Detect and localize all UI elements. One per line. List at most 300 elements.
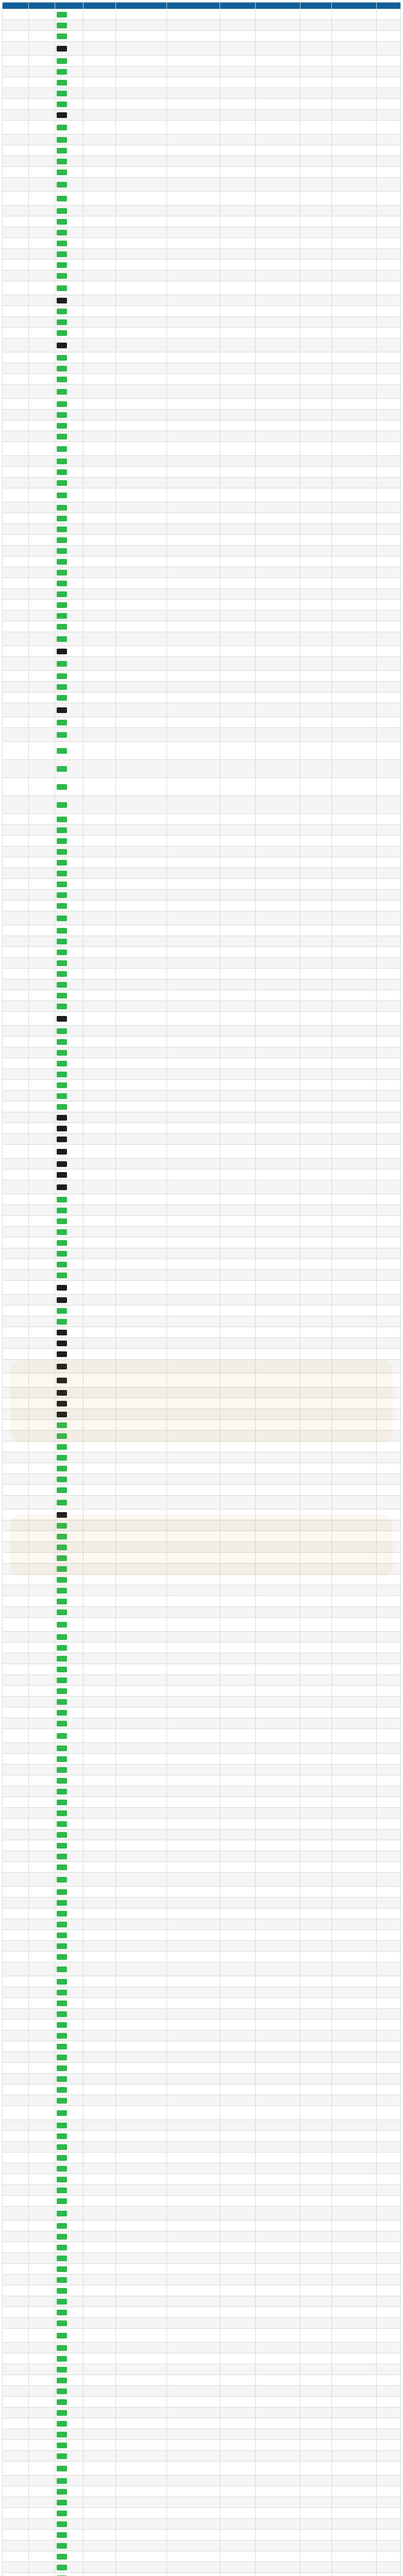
table-cell-col-1[interactable] bbox=[3, 1463, 29, 1474]
table-row[interactable] bbox=[3, 1374, 401, 1387]
col-header-3[interactable] bbox=[55, 3, 83, 9]
table-cell-col-1[interactable] bbox=[3, 1596, 29, 1607]
table-row[interactable] bbox=[3, 270, 401, 281]
table-row[interactable] bbox=[3, 2440, 401, 2451]
table-cell-col-1[interactable] bbox=[3, 2540, 29, 2551]
table-cell-col-1[interactable] bbox=[3, 1952, 29, 1962]
table-cell-col-1[interactable] bbox=[3, 1259, 29, 1270]
table-row[interactable] bbox=[3, 1387, 401, 1398]
table-row[interactable] bbox=[3, 1642, 401, 1653]
table-row[interactable] bbox=[3, 1295, 401, 1306]
col-header-7[interactable] bbox=[220, 3, 256, 9]
table-cell-col-1[interactable] bbox=[3, 99, 29, 110]
table-cell-col-1[interactable] bbox=[3, 456, 29, 467]
table-row[interactable] bbox=[3, 556, 401, 567]
table-row[interactable] bbox=[3, 717, 401, 728]
table-row[interactable] bbox=[3, 2242, 401, 2253]
table-cell-col-1[interactable] bbox=[3, 1765, 29, 1775]
table-cell-col-1[interactable] bbox=[3, 478, 29, 488]
table-cell-col-1[interactable] bbox=[3, 1047, 29, 1058]
table-cell-col-1[interactable] bbox=[3, 524, 29, 535]
table-row[interactable] bbox=[3, 2163, 401, 2174]
table-cell-col-1[interactable] bbox=[3, 2462, 29, 2476]
table-row[interactable] bbox=[3, 66, 401, 77]
table-cell-col-1[interactable] bbox=[3, 1697, 29, 1707]
table-cell-col-1[interactable] bbox=[3, 1281, 29, 1295]
table-row[interactable] bbox=[3, 868, 401, 879]
table-row[interactable] bbox=[3, 2486, 401, 2497]
table-cell-col-1[interactable] bbox=[3, 567, 29, 578]
col-header-9[interactable] bbox=[300, 3, 332, 9]
table-row[interactable] bbox=[3, 1216, 401, 1227]
table-row[interactable] bbox=[3, 1851, 401, 1862]
table-cell-col-1[interactable] bbox=[3, 1101, 29, 1112]
table-cell-col-1[interactable] bbox=[3, 1026, 29, 1037]
table-cell-col-1[interactable] bbox=[3, 2476, 29, 2486]
table-cell-col-1[interactable] bbox=[3, 399, 29, 410]
table-row[interactable] bbox=[3, 2052, 401, 2063]
table-row[interactable] bbox=[3, 1908, 401, 1919]
table-cell-col-1[interactable] bbox=[3, 1686, 29, 1697]
table-row[interactable] bbox=[3, 56, 401, 66]
table-row[interactable] bbox=[3, 2551, 401, 2562]
table-cell-col-1[interactable] bbox=[3, 1840, 29, 1851]
table-cell-col-1[interactable] bbox=[3, 338, 29, 352]
table-cell-col-1[interactable] bbox=[3, 556, 29, 567]
table-cell-col-1[interactable] bbox=[3, 646, 29, 657]
table-cell-col-1[interactable] bbox=[3, 825, 29, 836]
table-cell-col-1[interactable] bbox=[3, 2142, 29, 2153]
table-row[interactable] bbox=[3, 2174, 401, 2185]
table-row[interactable] bbox=[3, 1919, 401, 1930]
table-cell-col-1[interactable] bbox=[3, 836, 29, 846]
table-cell-col-1[interactable] bbox=[3, 879, 29, 890]
table-cell-col-1[interactable] bbox=[3, 1707, 29, 1718]
table-cell-col-1[interactable] bbox=[3, 1398, 29, 1409]
table-cell-col-1[interactable] bbox=[3, 2174, 29, 2185]
table-row[interactable] bbox=[3, 936, 401, 947]
table-cell-col-1[interactable] bbox=[3, 2185, 29, 2196]
table-cell-col-1[interactable] bbox=[3, 2353, 29, 2364]
table-row[interactable] bbox=[3, 281, 401, 295]
table-cell-col-1[interactable] bbox=[3, 281, 29, 295]
table-cell-col-1[interactable] bbox=[3, 442, 29, 456]
table-row[interactable] bbox=[3, 1510, 401, 1520]
table-row[interactable] bbox=[3, 1998, 401, 2009]
table-row[interactable] bbox=[3, 1775, 401, 1786]
table-row[interactable] bbox=[3, 2041, 401, 2052]
table-cell-col-1[interactable] bbox=[3, 1887, 29, 1897]
table-row[interactable] bbox=[3, 1574, 401, 1585]
table-cell-col-1[interactable] bbox=[3, 1520, 29, 1531]
table-cell-col-1[interactable] bbox=[3, 1775, 29, 1786]
table-row[interactable] bbox=[3, 156, 401, 167]
table-row[interactable] bbox=[3, 77, 401, 88]
table-row[interactable] bbox=[3, 1238, 401, 1248]
table-cell-col-1[interactable] bbox=[3, 2343, 29, 2353]
table-cell-col-1[interactable] bbox=[3, 1786, 29, 1797]
table-row[interactable] bbox=[3, 2329, 401, 2343]
table-row[interactable] bbox=[3, 2207, 401, 2221]
table-cell-col-1[interactable] bbox=[3, 621, 29, 632]
table-cell-col-1[interactable] bbox=[3, 857, 29, 868]
table-cell-col-1[interactable] bbox=[3, 2429, 29, 2440]
table-row[interactable] bbox=[3, 1952, 401, 1962]
table-cell-col-1[interactable] bbox=[3, 2084, 29, 2095]
table-row[interactable] bbox=[3, 2253, 401, 2264]
table-cell-col-1[interactable] bbox=[3, 1718, 29, 1729]
table-row[interactable] bbox=[3, 1976, 401, 1987]
table-row[interactable] bbox=[3, 1496, 401, 1510]
table-row[interactable] bbox=[3, 1180, 401, 1194]
table-cell-col-1[interactable] bbox=[3, 2364, 29, 2375]
table-row[interactable] bbox=[3, 1596, 401, 1607]
table-row[interactable] bbox=[3, 1632, 401, 1642]
table-row[interactable] bbox=[3, 1431, 401, 1442]
table-cell-col-1[interactable] bbox=[3, 1270, 29, 1281]
table-row[interactable] bbox=[3, 410, 401, 420]
table-cell-col-1[interactable] bbox=[3, 535, 29, 546]
table-cell-col-1[interactable] bbox=[3, 2440, 29, 2451]
table-row[interactable] bbox=[3, 2009, 401, 2020]
table-cell-col-1[interactable] bbox=[3, 2063, 29, 2074]
table-cell-col-1[interactable] bbox=[3, 1205, 29, 1216]
table-cell-col-1[interactable] bbox=[3, 1409, 29, 1420]
table-cell-col-1[interactable] bbox=[3, 2497, 29, 2508]
table-row[interactable] bbox=[3, 2562, 401, 2573]
table-row[interactable] bbox=[3, 1718, 401, 1729]
table-row[interactable] bbox=[3, 2573, 401, 2576]
table-row[interactable] bbox=[3, 1001, 401, 1012]
table-row[interactable] bbox=[3, 216, 401, 227]
table-row[interactable] bbox=[3, 836, 401, 846]
table-row[interactable] bbox=[3, 1897, 401, 1908]
table-row[interactable] bbox=[3, 1707, 401, 1718]
table-cell-col-1[interactable] bbox=[3, 2106, 29, 2120]
table-row[interactable] bbox=[3, 1360, 401, 1374]
table-row[interactable] bbox=[3, 760, 401, 778]
table-cell-col-1[interactable] bbox=[3, 2508, 29, 2519]
table-row[interactable] bbox=[3, 825, 401, 836]
table-cell-col-1[interactable] bbox=[3, 969, 29, 979]
table-cell-col-1[interactable] bbox=[3, 363, 29, 374]
table-cell-col-1[interactable] bbox=[3, 1510, 29, 1520]
table-cell-col-1[interactable] bbox=[3, 2375, 29, 2386]
table-row[interactable] bbox=[3, 2451, 401, 2462]
col-header-8[interactable] bbox=[256, 3, 300, 9]
table-row[interactable] bbox=[3, 145, 401, 156]
table-row[interactable] bbox=[3, 578, 401, 589]
table-row[interactable] bbox=[3, 1729, 401, 1743]
table-row[interactable] bbox=[3, 1159, 401, 1170]
table-cell-col-1[interactable] bbox=[3, 1338, 29, 1349]
table-cell-col-1[interactable] bbox=[3, 2163, 29, 2174]
table-row[interactable] bbox=[3, 42, 401, 56]
table-cell-col-1[interactable] bbox=[3, 2386, 29, 2397]
table-row[interactable] bbox=[3, 467, 401, 478]
table-cell-col-1[interactable] bbox=[3, 306, 29, 317]
table-cell-col-1[interactable] bbox=[3, 578, 29, 589]
table-row[interactable] bbox=[3, 1564, 401, 1574]
table-cell-col-1[interactable] bbox=[3, 1058, 29, 1069]
table-row[interactable] bbox=[3, 2540, 401, 2551]
table-row[interactable] bbox=[3, 121, 401, 134]
table-row[interactable] bbox=[3, 911, 401, 925]
table-row[interactable] bbox=[3, 1930, 401, 1941]
table-cell-col-1[interactable] bbox=[3, 925, 29, 936]
table-cell-col-1[interactable] bbox=[3, 488, 29, 502]
table-row[interactable] bbox=[3, 2131, 401, 2142]
table-cell-col-1[interactable] bbox=[3, 206, 29, 216]
table-cell-col-1[interactable] bbox=[3, 66, 29, 77]
table-row[interactable] bbox=[3, 1112, 401, 1123]
table-row[interactable] bbox=[3, 2095, 401, 2106]
table-cell-col-1[interactable] bbox=[3, 1976, 29, 1987]
table-row[interactable] bbox=[3, 1862, 401, 1873]
table-row[interactable] bbox=[3, 431, 401, 442]
table-row[interactable] bbox=[3, 399, 401, 410]
table-cell-col-1[interactable] bbox=[3, 385, 29, 399]
table-row[interactable] bbox=[3, 306, 401, 317]
table-cell-col-1[interactable] bbox=[3, 9, 29, 20]
table-row[interactable] bbox=[3, 1170, 401, 1180]
table-cell-col-1[interactable] bbox=[3, 868, 29, 879]
table-cell-col-1[interactable] bbox=[3, 2264, 29, 2275]
table-cell-col-1[interactable] bbox=[3, 1797, 29, 1808]
table-row[interactable] bbox=[3, 2375, 401, 2386]
table-row[interactable] bbox=[3, 338, 401, 352]
table-cell-col-1[interactable] bbox=[3, 2418, 29, 2429]
table-cell-col-1[interactable] bbox=[3, 1998, 29, 2009]
table-row[interactable] bbox=[3, 2196, 401, 2207]
table-cell-col-1[interactable] bbox=[3, 238, 29, 249]
table-cell-col-1[interactable] bbox=[3, 1420, 29, 1431]
table-row[interactable] bbox=[3, 374, 401, 385]
table-cell-col-1[interactable] bbox=[3, 192, 29, 206]
table-cell-col-1[interactable] bbox=[3, 2231, 29, 2242]
table-cell-col-1[interactable] bbox=[3, 814, 29, 825]
table-cell-col-1[interactable] bbox=[3, 1327, 29, 1338]
table-row[interactable] bbox=[3, 1058, 401, 1069]
table-cell-col-1[interactable] bbox=[3, 611, 29, 621]
table-cell-col-1[interactable] bbox=[3, 2451, 29, 2462]
table-cell-col-1[interactable] bbox=[3, 467, 29, 478]
table-row[interactable] bbox=[3, 796, 401, 814]
table-cell-col-1[interactable] bbox=[3, 1743, 29, 1754]
table-cell-col-1[interactable] bbox=[3, 1431, 29, 1442]
table-row[interactable] bbox=[3, 890, 401, 901]
table-row[interactable] bbox=[3, 1520, 401, 1531]
table-cell-col-1[interactable] bbox=[3, 2153, 29, 2163]
table-cell-col-1[interactable] bbox=[3, 760, 29, 778]
table-row[interactable] bbox=[3, 2221, 401, 2231]
table-row[interactable] bbox=[3, 9, 401, 20]
table-cell-col-1[interactable] bbox=[3, 1873, 29, 1887]
table-cell-col-1[interactable] bbox=[3, 958, 29, 969]
table-row[interactable] bbox=[3, 2020, 401, 2030]
table-row[interactable] bbox=[3, 227, 401, 238]
table-row[interactable] bbox=[3, 1409, 401, 1420]
table-row[interactable] bbox=[3, 1463, 401, 1474]
col-header-5[interactable] bbox=[116, 3, 167, 9]
table-row[interactable] bbox=[3, 600, 401, 611]
table-row[interactable] bbox=[3, 632, 401, 646]
table-cell-col-1[interactable] bbox=[3, 1159, 29, 1170]
table-cell-col-1[interactable] bbox=[3, 632, 29, 646]
table-cell-col-1[interactable] bbox=[3, 1316, 29, 1327]
table-cell-col-1[interactable] bbox=[3, 317, 29, 328]
table-cell-col-1[interactable] bbox=[3, 2307, 29, 2318]
table-row[interactable] bbox=[3, 1531, 401, 1542]
table-cell-col-1[interactable] bbox=[3, 600, 29, 611]
table-cell-col-1[interactable] bbox=[3, 1452, 29, 1463]
table-row[interactable] bbox=[3, 1797, 401, 1808]
table-cell-col-1[interactable] bbox=[3, 1037, 29, 1047]
table-row[interactable] bbox=[3, 1101, 401, 1112]
table-row[interactable] bbox=[3, 692, 401, 703]
table-row[interactable] bbox=[3, 420, 401, 431]
table-row[interactable] bbox=[3, 1316, 401, 1327]
table-row[interactable] bbox=[3, 1485, 401, 1496]
table-row[interactable] bbox=[3, 328, 401, 338]
table-cell-col-1[interactable] bbox=[3, 1607, 29, 1618]
table-cell-col-1[interactable] bbox=[3, 1919, 29, 1930]
table-cell-col-1[interactable] bbox=[3, 502, 29, 513]
table-row[interactable] bbox=[3, 1542, 401, 1553]
table-row[interactable] bbox=[3, 2462, 401, 2476]
table-row[interactable] bbox=[3, 1941, 401, 1952]
table-cell-col-1[interactable] bbox=[3, 2020, 29, 2030]
table-row[interactable] bbox=[3, 295, 401, 306]
table-cell-col-1[interactable] bbox=[3, 513, 29, 524]
table-row[interactable] bbox=[3, 879, 401, 890]
table-cell-col-1[interactable] bbox=[3, 1306, 29, 1316]
table-row[interactable] bbox=[3, 2285, 401, 2296]
table-row[interactable] bbox=[3, 1069, 401, 1080]
table-row[interactable] bbox=[3, 682, 401, 692]
table-cell-col-1[interactable] bbox=[3, 1574, 29, 1585]
table-cell-col-1[interactable] bbox=[3, 1080, 29, 1091]
table-row[interactable] bbox=[3, 671, 401, 682]
table-row[interactable] bbox=[3, 728, 401, 742]
table-row[interactable] bbox=[3, 1270, 401, 1281]
table-row[interactable] bbox=[3, 814, 401, 825]
table-row[interactable] bbox=[3, 958, 401, 969]
table-cell-col-1[interactable] bbox=[3, 2285, 29, 2296]
table-row[interactable] bbox=[3, 167, 401, 178]
table-cell-col-1[interactable] bbox=[3, 2486, 29, 2497]
table-row[interactable] bbox=[3, 1259, 401, 1270]
table-cell-col-1[interactable] bbox=[3, 947, 29, 958]
table-cell-col-1[interactable] bbox=[3, 2318, 29, 2329]
table-row[interactable] bbox=[3, 478, 401, 488]
table-row[interactable] bbox=[3, 1248, 401, 1259]
table-row[interactable] bbox=[3, 88, 401, 99]
table-cell-col-1[interactable] bbox=[3, 2242, 29, 2253]
table-row[interactable] bbox=[3, 2530, 401, 2540]
table-row[interactable] bbox=[3, 1420, 401, 1431]
table-cell-col-1[interactable] bbox=[3, 1987, 29, 1998]
table-cell-col-1[interactable] bbox=[3, 2296, 29, 2307]
table-cell-col-1[interactable] bbox=[3, 1442, 29, 1452]
table-cell-col-1[interactable] bbox=[3, 2221, 29, 2231]
table-cell-col-1[interactable] bbox=[3, 2573, 29, 2576]
table-row[interactable] bbox=[3, 1281, 401, 1295]
table-row[interactable] bbox=[3, 20, 401, 31]
table-cell-col-1[interactable] bbox=[3, 1930, 29, 1941]
table-row[interactable] bbox=[3, 2153, 401, 2163]
table-row[interactable] bbox=[3, 1786, 401, 1797]
table-cell-col-1[interactable] bbox=[3, 703, 29, 717]
table-row[interactable] bbox=[3, 1873, 401, 1887]
table-row[interactable] bbox=[3, 2106, 401, 2120]
table-cell-col-1[interactable] bbox=[3, 134, 29, 145]
table-cell-col-1[interactable] bbox=[3, 1632, 29, 1642]
table-cell-col-1[interactable] bbox=[3, 671, 29, 682]
col-header-6[interactable] bbox=[167, 3, 220, 9]
table-row[interactable] bbox=[3, 1037, 401, 1047]
table-row[interactable] bbox=[3, 1743, 401, 1754]
table-cell-col-1[interactable] bbox=[3, 156, 29, 167]
table-row[interactable] bbox=[3, 1047, 401, 1058]
table-cell-col-1[interactable] bbox=[3, 1642, 29, 1653]
table-cell-col-1[interactable] bbox=[3, 410, 29, 420]
table-cell-col-1[interactable] bbox=[3, 1091, 29, 1101]
table-cell-col-1[interactable] bbox=[3, 295, 29, 306]
table-row[interactable] bbox=[3, 1442, 401, 1452]
table-row[interactable] bbox=[3, 1474, 401, 1485]
table-cell-col-1[interactable] bbox=[3, 1664, 29, 1675]
table-row[interactable] bbox=[3, 1194, 401, 1205]
table-row[interactable] bbox=[3, 2364, 401, 2375]
table-row[interactable] bbox=[3, 1306, 401, 1316]
table-row[interactable] bbox=[3, 2497, 401, 2508]
table-row[interactable] bbox=[3, 1754, 401, 1765]
table-row[interactable] bbox=[3, 846, 401, 857]
table-row[interactable] bbox=[3, 1962, 401, 1976]
table-cell-col-1[interactable] bbox=[3, 2120, 29, 2131]
table-cell-col-1[interactable] bbox=[3, 778, 29, 796]
table-row[interactable] bbox=[3, 1091, 401, 1101]
table-cell-col-1[interactable] bbox=[3, 2253, 29, 2264]
table-cell-col-1[interactable] bbox=[3, 178, 29, 192]
table-cell-col-1[interactable] bbox=[3, 1808, 29, 1819]
col-header-2[interactable] bbox=[29, 3, 55, 9]
table-cell-col-1[interactable] bbox=[3, 2074, 29, 2084]
table-cell-col-1[interactable] bbox=[3, 911, 29, 925]
table-row[interactable] bbox=[3, 1686, 401, 1697]
table-cell-col-1[interactable] bbox=[3, 42, 29, 56]
table-cell-col-1[interactable] bbox=[3, 1564, 29, 1574]
table-cell-col-1[interactable] bbox=[3, 796, 29, 814]
table-cell-col-1[interactable] bbox=[3, 1227, 29, 1238]
table-row[interactable] bbox=[3, 947, 401, 958]
table-cell-col-1[interactable] bbox=[3, 1897, 29, 1908]
table-row[interactable] bbox=[3, 513, 401, 524]
table-row[interactable] bbox=[3, 2408, 401, 2418]
table-row[interactable] bbox=[3, 1327, 401, 1338]
table-cell-col-1[interactable] bbox=[3, 1387, 29, 1398]
table-cell-col-1[interactable] bbox=[3, 216, 29, 227]
table-cell-col-1[interactable] bbox=[3, 901, 29, 911]
table-row[interactable] bbox=[3, 2275, 401, 2285]
table-row[interactable] bbox=[3, 2296, 401, 2307]
table-row[interactable] bbox=[3, 1675, 401, 1686]
table-row[interactable] bbox=[3, 2185, 401, 2196]
table-row[interactable] bbox=[3, 2142, 401, 2153]
table-cell-col-1[interactable] bbox=[3, 2329, 29, 2343]
table-cell-col-1[interactable] bbox=[3, 682, 29, 692]
